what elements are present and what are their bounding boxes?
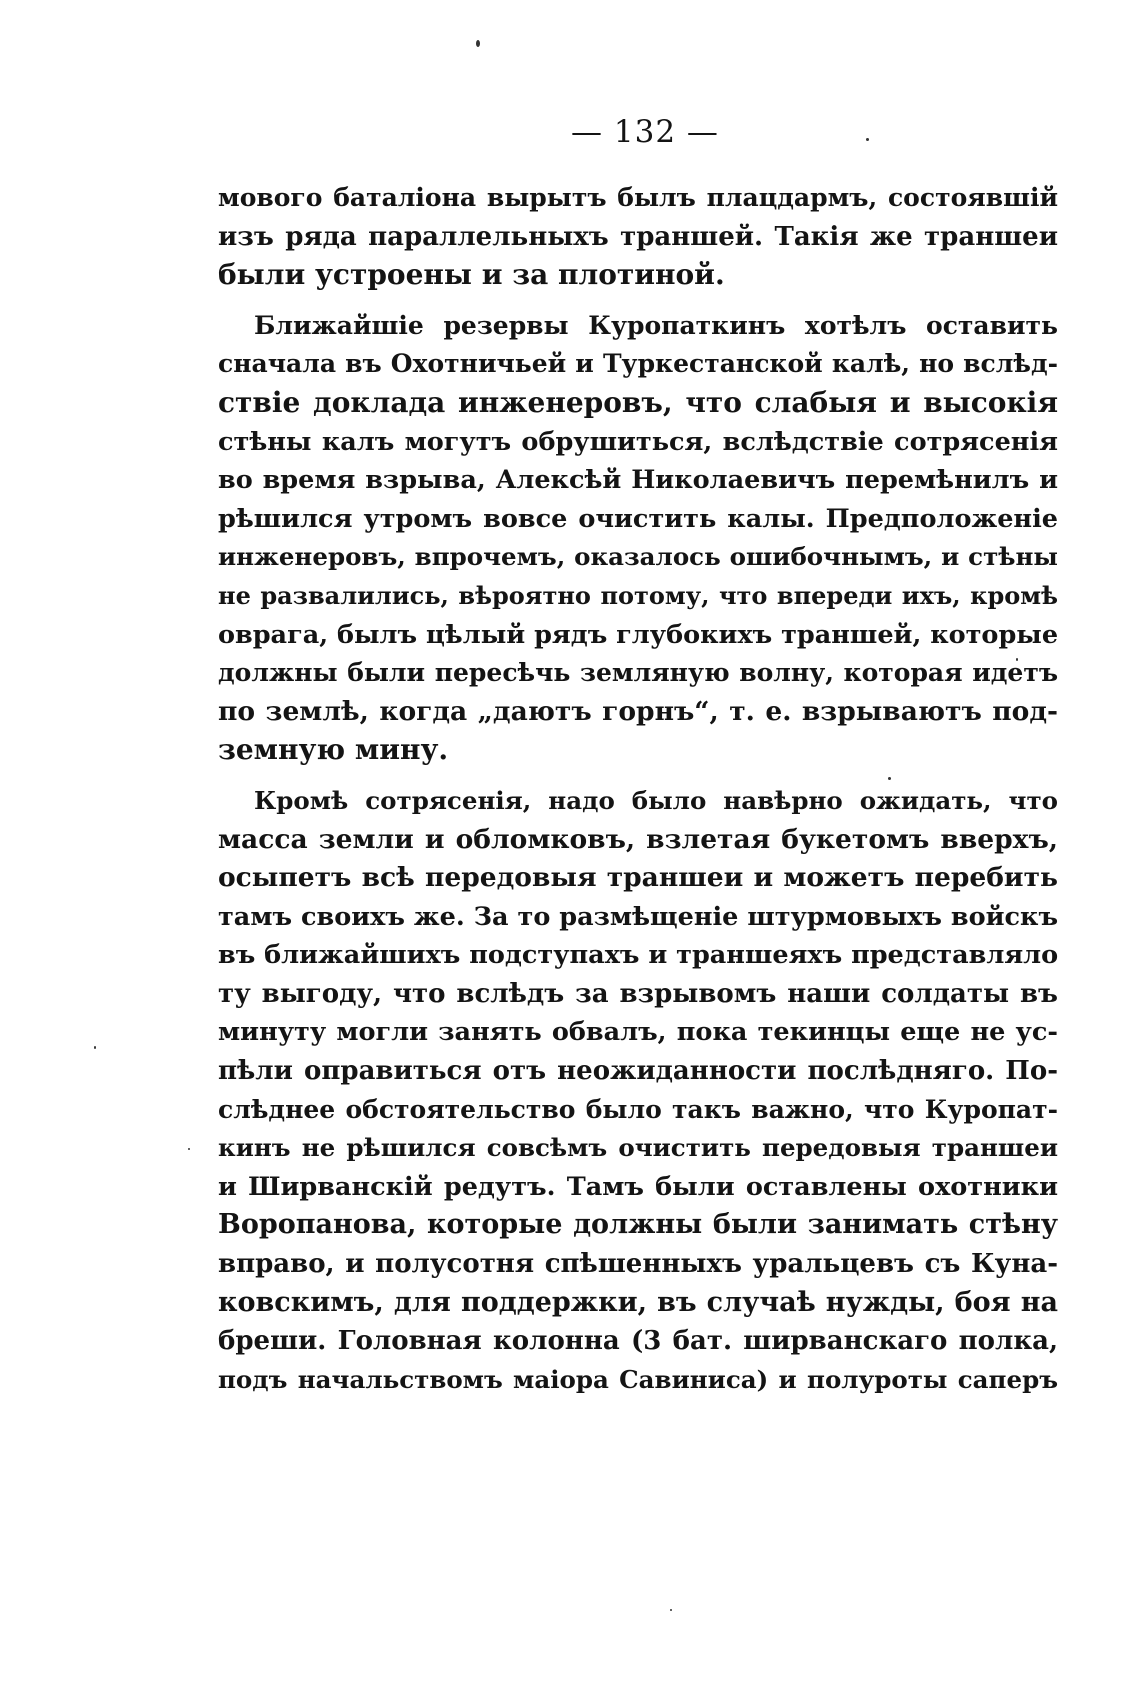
text-line: земную мину. [218, 733, 449, 767]
text-line: Кромѣ сотрясенія, надо было навѣрно ожидать, что [254, 785, 1058, 815]
text-line: кинъ не рѣшился совсѣмъ очистить передовыя траншеи [218, 1133, 1058, 1163]
text-line: бреши. Головная колонна (3 бат. ширванскаго полка, [218, 1326, 1058, 1357]
print-speck [94, 1046, 96, 1049]
text-line: вправо, и полусотня спѣшенныхъ уральцевъ съ Куна- [218, 1249, 1058, 1280]
text-line: Воропанова, которые должны были занимать стѣну [218, 1209, 1058, 1241]
text-line: слѣднее обстоятельство было такъ важно, что Куропат- [218, 1094, 1058, 1124]
text-line: въ ближайшихъ подступахъ и траншеяхъ представляло [218, 940, 1059, 971]
text-line: изъ ряда параллельныхъ траншей. Такія же траншеи [218, 221, 1058, 252]
page-number-text: — 132 — [571, 114, 719, 150]
text-line: масса земли и обломковъ, взлетая букетомъ вверхъ, [218, 823, 1058, 855]
print-speck [476, 40, 480, 47]
text-line: ствіе доклада инженеровъ, что слабыя и высокія [218, 385, 1058, 419]
text-line: осыпетъ всѣ передовыя траншеи и можетъ перебить [218, 862, 1058, 894]
text-line: пѣли оправиться отъ неожиданности послѣдняго. По- [218, 1056, 1058, 1087]
text-line: рѣшился утромъ вовсе очистить калы. Предположеніе [218, 503, 1058, 534]
text-line: сначала въ Охотничьей и Туркестанской калѣ, но вслѣд- [218, 349, 1058, 379]
text-line: мового баталіона вырытъ былъ плацдармъ, состоявшій [218, 183, 1058, 212]
print-speck [188, 1148, 190, 1150]
paragraph [218, 782, 1058, 1400]
text-line: стѣны калъ могутъ обрушиться, вслѣдствіе сотрясенія [218, 426, 1058, 457]
print-speck [670, 1609, 672, 1611]
paragraph [218, 307, 1058, 770]
text-line: тамъ своихъ же. За то размѣщеніе штурмовыхъ войскъ [218, 901, 1058, 932]
text-line: минуту могли занять обвалъ, пока текинцы еще не ус- [218, 1017, 1058, 1048]
text-line: Ближайшіе резервы Куропаткинъ хотѣлъ оставить [254, 310, 1058, 340]
text-line: были устроены и за плотиной. [218, 258, 725, 292]
text-line: ковскимъ, для поддержки, въ случаѣ нужды, боя на [218, 1286, 1058, 1318]
text-line: ту выгоду, что вслѣдъ за взрывомъ наши солдаты въ [218, 978, 1058, 1009]
text-line: подъ начальствомъ маіора Савиниса) и полуроты саперъ [218, 1364, 1058, 1394]
text-line: должны были пересѣчь земляную волну, которая идетъ [218, 658, 1058, 688]
paragraph [218, 179, 1058, 295]
text-line: оврага, былъ цѣлый рядъ глубокихъ траншей, которые [218, 619, 1059, 650]
paragraph-gap [218, 295, 1058, 307]
text-line: во время взрыва, Алексѣй Николаевичъ перемѣнилъ и [218, 465, 1058, 496]
body-text [218, 179, 1058, 1399]
text-line: и Ширванскій редутъ. Тамъ были оставлены охотники [218, 1171, 1058, 1202]
page-number [0, 114, 1140, 150]
text-line: не развалились, вѣроятно потому, что впереди ихъ, кромѣ [218, 580, 1058, 610]
paragraph-gap [218, 770, 1058, 782]
text-line: по землѣ, когда „даютъ горнъ“, т. е. взрываютъ под- [218, 695, 1058, 727]
text-line: инженеровъ, впрочемъ, оказалось ошибочнымъ, и стѣны [218, 542, 1058, 572]
